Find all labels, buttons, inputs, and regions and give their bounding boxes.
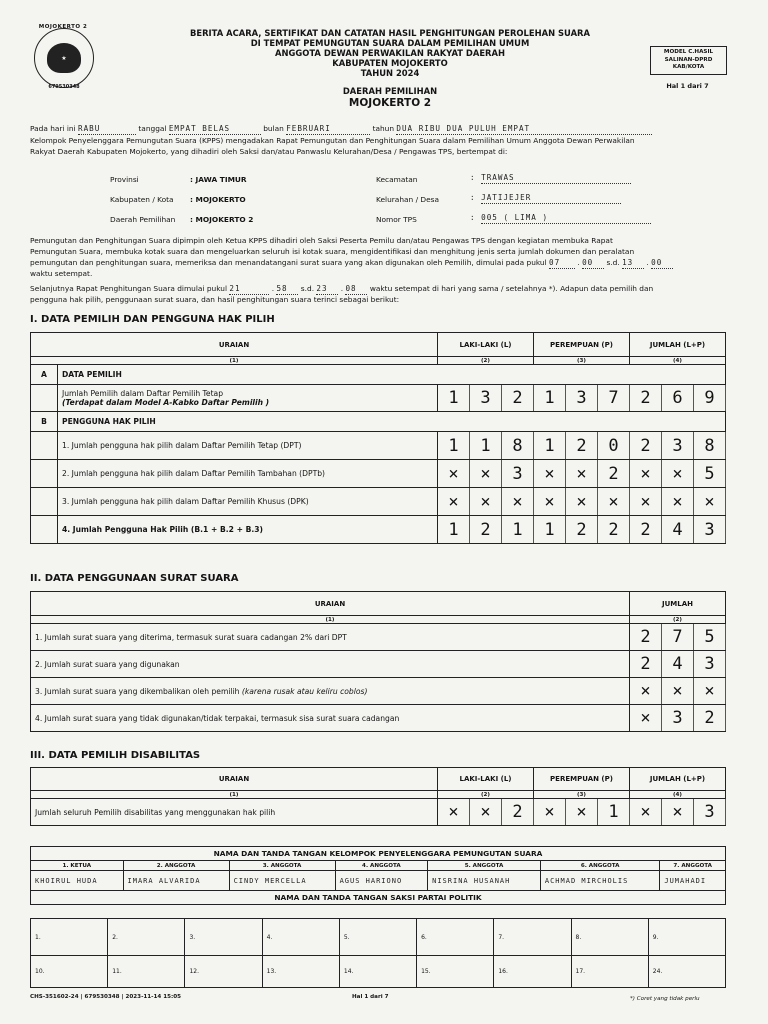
kpps-name: CINDY MERCELLA	[229, 871, 335, 891]
kpps-name: JUMAHADI	[660, 871, 726, 891]
intro-line-3: Rakyat Daerah Kabupaten Mojokerto, yang dihadiri oleh Saksi dan/atau Panwaslu Kelurahan/Desa / Pengawas TPS, bertempat di:	[30, 147, 508, 156]
footer-note: *) Coret yang tidak perlu	[630, 996, 700, 1002]
kpps-name: AGUS HARIONO	[335, 871, 428, 891]
title-line-4: KABUPATEN MOJOKERTO	[332, 58, 448, 68]
body-line-1: Pemungutan dan Penghitungan Suara dipimpin oleh Ketua KPPS dihadiri oleh Saksi Peserta Pemilu dan/atau Pengawas TPS dengan kegiatan membuka Rapat	[30, 236, 613, 245]
table-row: Jumlah Pemilih dalam Daftar Pemilih Tetap (Terdapat dalam Model A-Kabko Daftar Pemilih ) 1 3 2 1 3 7 2 6 9	[31, 385, 726, 412]
table-row: 2. Jumlah surat suara yang digunakan 2 4 3	[31, 651, 726, 678]
body-line-2: Pemungutan Suara, membuka kotak suara dan mengeluarkan seluruh isi kotak suara, mengidentifikasi dan menghitung jenis serta jumlah dokumen dan peralatan	[30, 247, 635, 256]
model-box: MODEL C.HASIL SALINAN-DPRD KAB/KOTA	[650, 46, 727, 75]
body-line-4: waktu setempat.	[30, 269, 93, 278]
tps-label: Nomor TPS	[376, 215, 417, 224]
logo-top-text: MOJOKERTO 2	[38, 24, 88, 30]
kecamatan-label: Kecamatan	[376, 175, 418, 184]
date-line: Pada hari ini RABU tanggal EMPAT BELAS bulan FEBRUARI tahun DUA RIBU DUA PULUH EMPAT	[30, 124, 652, 135]
kecamatan-value: : TRAWAS	[470, 173, 631, 184]
section-3-table: URAIAN LAKI-LAKI (L) PEREMPUAN (P) JUMLAH (L+P) (1) (2) (3) (4) Jumlah seluruh Pemilih disabilitas yang menggunakan hak pilih × × 2 × × 1 × × 3	[30, 767, 726, 826]
table-row: 1. Jumlah surat suara yang diterima, termasuk surat suara cadangan 2% dari DPT 2 7 5	[31, 624, 726, 651]
title-line-2: DI TEMPAT PEMUNGUTAN SUARA DALAM PEMILIHAN UMUM	[250, 38, 530, 48]
region-label: DAERAH PEMILIHAN	[342, 86, 438, 96]
title-line-1: BERITA ACARA, SERTIFIKAT DAN CATATAN HASIL PENGHITUNGAN PEROLEHAN SUARA	[189, 28, 590, 38]
body-line-5: Selanjutnya Rapat Penghitungan Suara dimulai pukul 21 . 58 s.d. 23 . 08 waktu setempat di hari yang sama / setelahnya *). Adapun data pemilih dan	[30, 284, 654, 293]
region-name: MOJOKERTO 2	[348, 97, 432, 109]
kabupaten-label: Kabupaten / Kota	[110, 195, 174, 204]
footer-page: Hal 1 dari 7	[352, 994, 389, 1000]
section-3-title: III. DATA PEMILIH DISABILITAS	[30, 750, 201, 761]
kabupaten-value: : MOJOKERTO	[190, 195, 246, 204]
footer-id: CHS-351602-24 | 679530348 | 2023-11-14 15:05	[30, 994, 182, 1000]
witness-table: 1. 2. 3. 4. 5. 6. 7. 8. 9. 10. 11. 12. 13. 14. 15. 16. 17. 24.	[30, 918, 726, 988]
day-value: RABU	[78, 124, 136, 135]
title-line-3: ANGGOTA DEWAN PERWAKILAN RAKYAT DAERAH	[275, 48, 505, 58]
provinsi-value: : JAWA TIMUR	[190, 175, 247, 184]
kpps-name: ACHMAD MIRCHOLIS	[540, 871, 660, 891]
page-indicator-top: Hal 1 dari 7	[666, 82, 709, 90]
intro-line-2: Kelompok Penyelenggara Pemungutan Suara (KPPS) mengadakan Rapat Pemungutan dan Penghitungan Suara dalam Pemilihan Umum Anggota Dewan Perwakilan	[30, 136, 635, 145]
kpu-logo	[34, 28, 94, 88]
dapil-label: Daerah Pemilihan	[110, 215, 176, 224]
provinsi-label: Provinsi	[110, 175, 139, 184]
title-line-5: TAHUN 2024	[360, 68, 420, 78]
section-1-title: I. DATA PEMILIH DAN PENGGUNA HAK PILIH	[30, 314, 275, 325]
section-1-table: URAIAN LAKI-LAKI (L) PEREMPUAN (P) JUMLAH (L+P) (1) (2) (3) (4) A DATA PEMILIH Jumlah Pemilih dalam Daftar Pemilih Tetap (Terdapat dalam Model A-Kabko Daftar Pemilih ) 1 3 2 1 3 7 2 6 9 B PENGGUNA HAK PILIH 1. Jumlah pengguna hak pilih dalam Daftar Pemilih Tetap (DPT) 1 1 8 1 2 0 2 3 8 2. Jumlah pengguna hak pilih dalam Daftar Pemilih Tambahan (DPTb) × × 3 × × 2 × × 5 3. Jumlah pengguna hak pilih dalam Daftar Pemilih Khusus (DPK) × × × × × × × × × 4. Jumlah Pengguna Hak Pilih (B.1 + B.2 + B.3) 1 2 1 1 2 2 2 4 3	[30, 332, 726, 544]
logo-id: 679530348	[48, 84, 80, 90]
kpps-name: KHOIRUL HUDA	[31, 871, 124, 891]
table-row: 2. Jumlah pengguna hak pilih dalam Daftar Pemilih Tambahan (DPTb) × × 3 × × 2 × × 5	[31, 460, 726, 488]
table-row: 3. Jumlah pengguna hak pilih dalam Daftar Pemilih Khusus (DPK) × × × × × × × × ×	[31, 488, 726, 516]
table-row: 3. Jumlah surat suara yang dikembalikan oleh pemilih (karena rusak atau keliru coblos) × × ×	[31, 678, 726, 705]
kpps-name: IMARA ALVARIDA	[123, 871, 229, 891]
kpps-name: NISRINA HUSANAH	[428, 871, 541, 891]
year-value: DUA RIBU DUA PULUH EMPAT	[396, 124, 652, 135]
signature-table: NAMA DAN TANDA TANGAN KELOMPOK PENYELENGGARA PEMUNGUTAN SUARA 1. KETUA 2. ANGGOTA 3. ANGGOTA 4. ANGGOTA 5. ANGGOTA 6. ANGGOTA 7. ANGGOTA KHOIRUL HUDA IMARA ALVARIDA CINDY MERCELLA AGUS HARIONO NISRINA HUSANAH ACHMAD MIRCHOLIS JUMAHADI NAMA DAN TANDA TANGAN SAKSI PARTAI POLITIK	[30, 846, 726, 905]
desa-label: Kelurahan / Desa	[376, 195, 440, 204]
body-line-6: pengguna hak pilih, penggunaan surat suara, dan hasil penghitungan suara terinci sebagai berikut:	[30, 295, 400, 304]
kpu-emblem-icon: ★	[47, 43, 81, 73]
tps-value: : 005 ( LIMA )	[470, 213, 651, 224]
table-row: Jumlah seluruh Pemilih disabilitas yang menggunakan hak pilih × × 2 × × 1 × × 3	[31, 799, 726, 826]
dapil-value: : MOJOKERTO 2	[190, 215, 254, 224]
section-2-table: URAIAN JUMLAH (1) (2) 1. Jumlah surat suara yang diterima, termasuk surat suara cadangan 2% dari DPT 2 7 5 2. Jumlah surat suara yang digunakan 2 4 3 3. Jumlah surat suara yang dikembalikan oleh pemilih (karena rusak atau keliru coblos) × × × 4. Jumlah surat suara yang tidak digunakan/tidak terpakai, termasuk sisa surat suara cadangan × 3 2	[30, 591, 726, 732]
month-value: FEBRUARI	[286, 124, 370, 135]
body-line-3: pemungutan dan penghitungan suara, memeriksa dan menandatangani surat suara yang akan digunakan oleh Pemilih, dimulai pada pukul 07 . 00 s.d. 13 . 00	[30, 258, 673, 269]
section-2-title: II. DATA PENGGUNAAN SURAT SUARA	[30, 573, 239, 584]
table-row: 1. Jumlah pengguna hak pilih dalam Daftar Pemilih Tetap (DPT) 1 1 8 1 2 0 2 3 8	[31, 432, 726, 460]
date-value: EMPAT BELAS	[169, 124, 261, 135]
table-row: 4. Jumlah Pengguna Hak Pilih (B.1 + B.2 + B.3) 1 2 1 1 2 2 2 4 3	[31, 516, 726, 544]
table-row: 4. Jumlah surat suara yang tidak digunakan/tidak terpakai, termasuk sisa surat suara cadangan × 3 2	[31, 705, 726, 732]
desa-value: : JATIJEJER	[470, 193, 621, 204]
